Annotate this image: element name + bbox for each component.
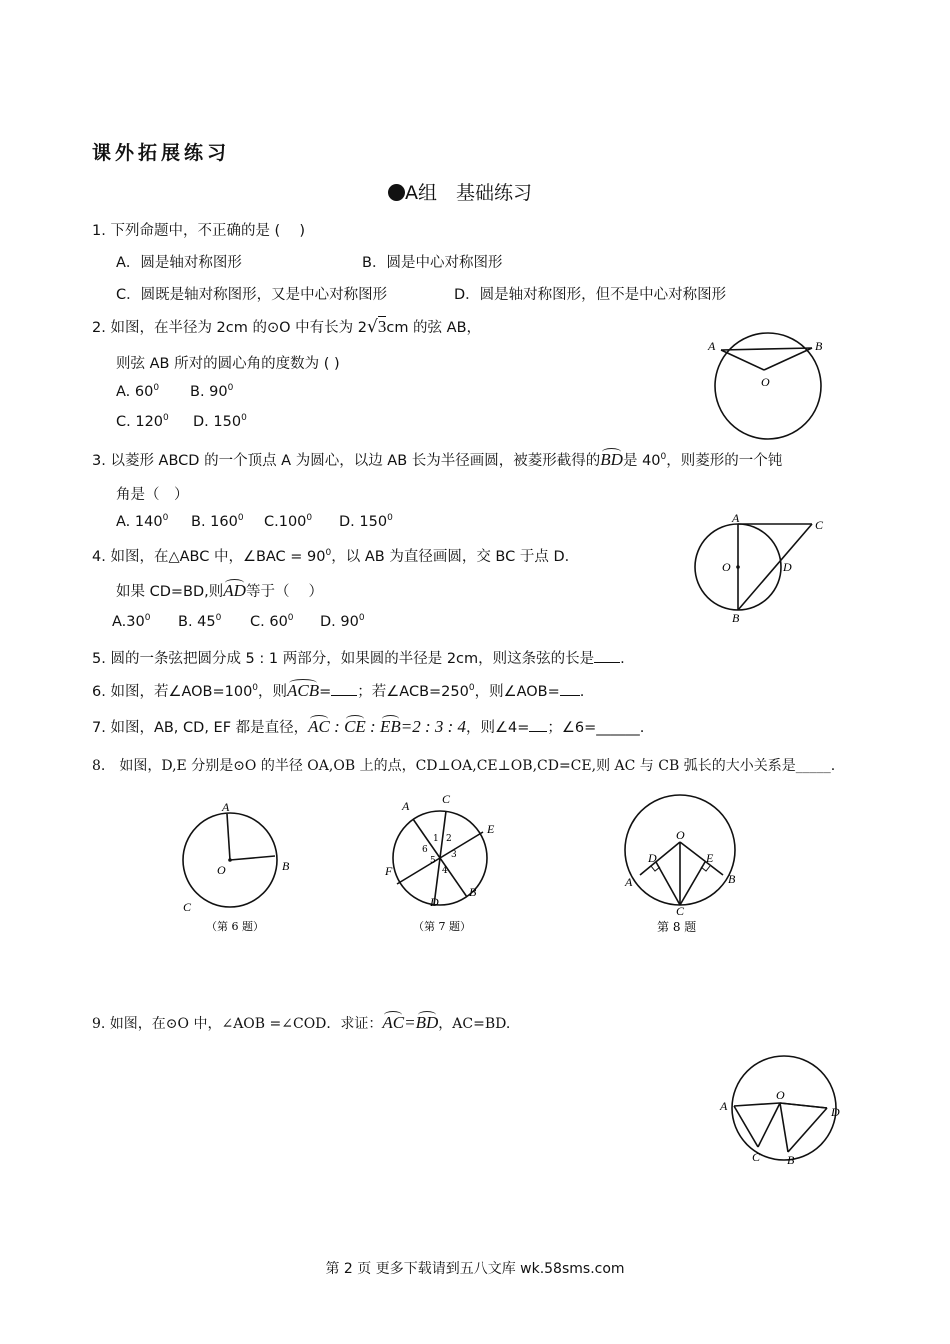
label-b: B bbox=[469, 885, 477, 899]
q3-option-d: D. $150^0$ bbox=[339, 513, 393, 530]
angle-1: 1 bbox=[433, 834, 439, 844]
q7-stem: 7. 如图，AB, CD, EF 都是直径，AC : CE : EB=2 : 3 : 4，则∠4= ；∠6=______. bbox=[92, 717, 645, 736]
label-o: O bbox=[776, 1088, 785, 1102]
q1-option-b: B．圆是中心对称图形 bbox=[362, 255, 503, 271]
q4-option-d: D. $90^0$ bbox=[320, 613, 365, 630]
sqrt-sign: √ bbox=[367, 317, 378, 337]
q5-answer-blank[interactable] bbox=[594, 648, 620, 663]
label-a: A bbox=[625, 875, 633, 889]
q2-stem: 2. 如图，在半径为 2cm 的⊙O 中有长为 2√3cm 的弦 AB， bbox=[92, 317, 482, 337]
angle-4: 4 bbox=[442, 866, 448, 876]
sqrt-radicand: 3 bbox=[377, 317, 387, 336]
label-e: E bbox=[487, 822, 495, 836]
angle-3: 3 bbox=[451, 850, 457, 860]
label-b: B bbox=[282, 859, 290, 873]
arc-ac: AC bbox=[382, 1013, 405, 1032]
q4-option-b: B. $45^0$ bbox=[178, 613, 222, 630]
q9-stem: 9. 如图，在⊙O 中，∠AOB =∠COD．求证：AC=BD，AC=BD. bbox=[92, 1013, 511, 1032]
q4-stem: 4. 如图，在△ABC 中，∠BAC = $90^0$，以 AB 为直径画圆，交 BC 于点 D． bbox=[92, 548, 580, 565]
figure-q9 bbox=[712, 1050, 847, 1170]
q2-option-b: B. $90^0$ bbox=[190, 383, 234, 400]
arc-ac: AC bbox=[308, 717, 330, 736]
label-d: D bbox=[783, 560, 792, 574]
q3-option-c: C.100$^0$ bbox=[264, 513, 313, 530]
q1-option-d: D．圆是轴对称图形，但不是中心对称图形 bbox=[454, 287, 727, 303]
caption: （第 6 题） bbox=[206, 920, 264, 933]
label-d: D bbox=[831, 1105, 840, 1119]
q3-stem-line2: 角是（ ） bbox=[116, 487, 189, 503]
caption: 第 8 题 bbox=[657, 920, 697, 934]
q1-option-a: A．圆是轴对称图形 bbox=[116, 255, 242, 271]
label-c: C bbox=[815, 518, 824, 532]
label-c: C bbox=[752, 1150, 761, 1164]
label-o: O bbox=[217, 863, 226, 877]
bullet-icon bbox=[388, 184, 405, 201]
q4-stem-line2: 如果 CD=BD,则AD等于（ ） bbox=[116, 581, 324, 600]
label-b: B bbox=[732, 611, 740, 625]
arc-bd: BD bbox=[600, 450, 623, 469]
label-f: F bbox=[385, 864, 393, 878]
label-d: D bbox=[648, 851, 657, 865]
q2-option-a: A. $60^0$ bbox=[116, 383, 160, 400]
q3-option-a: A. $140^0$ bbox=[116, 513, 169, 530]
q6-answer-blank-2[interactable] bbox=[560, 681, 580, 696]
q4-figure bbox=[688, 510, 838, 630]
arc-bd: BD bbox=[415, 1013, 439, 1032]
group-title: A组 基础练习 bbox=[405, 182, 532, 204]
angle-5: 5 bbox=[430, 856, 436, 866]
label-a: A bbox=[222, 800, 230, 814]
label-c: C bbox=[183, 900, 192, 914]
label-a: A bbox=[708, 339, 716, 353]
label-b: B bbox=[787, 1153, 795, 1167]
angle-2: 2 bbox=[446, 834, 452, 844]
angle-6: 6 bbox=[422, 845, 428, 855]
q5-stem: 5. 圆的一条弦把圆分成 5 : 1 两部分，如果圆的半径是 2cm，则这条弦的长是 . bbox=[92, 647, 625, 668]
q2-figure bbox=[700, 330, 840, 440]
label-d: D bbox=[430, 895, 439, 909]
label-o: O bbox=[722, 560, 731, 574]
arc-ratio: =2 : 3 : 4 bbox=[400, 717, 467, 736]
q2-option-d: D. $150^0$ bbox=[193, 413, 247, 430]
label-b: B bbox=[728, 872, 736, 886]
q2-option-c: C. $120^0$ bbox=[116, 413, 169, 430]
q1-stem: 1. 下列命题中，不正确的是 ( ) bbox=[92, 223, 305, 239]
label-o: O bbox=[676, 828, 685, 842]
q3-stem: 3. 以菱形 ABCD 的一个顶点 A 为圆心，以边 AB 长为半径画圆，被菱形截得的BD是 $40^0$，则菱形的一个钝 bbox=[92, 450, 783, 469]
caption: （第 7 题） bbox=[413, 920, 471, 933]
q2-stem-line2: 则弦 AB 所对的圆心角的度数为 ( ) bbox=[116, 356, 340, 372]
label-a: A bbox=[720, 1099, 728, 1113]
label-b: B bbox=[815, 339, 823, 353]
q4-option-a: $A.30^0$ bbox=[112, 613, 151, 630]
label-c: C bbox=[676, 904, 685, 918]
label-c: C bbox=[442, 792, 451, 806]
q3-option-b: B. $160^0$ bbox=[191, 513, 244, 530]
arc-eb: EB bbox=[379, 717, 401, 736]
section-title: 课外拓展练习 bbox=[92, 142, 231, 164]
q8-stem: 8. 如图，D,E 分别是⊙O 的半径 OA,OB 上的点，CD⊥OA,CE⊥OB,CD=CE,则 AC 与 CB 弧长的大小关系是_____. bbox=[92, 758, 836, 774]
arc-acb: ACB bbox=[287, 681, 320, 700]
label-e: E bbox=[706, 851, 714, 865]
label-a: A bbox=[402, 799, 410, 813]
figure-q6 bbox=[170, 795, 310, 940]
page-footer: 第 2 页 更多下载请到五八文库 wk.58sms.com bbox=[325, 1261, 625, 1277]
q4-option-c: C. $60^0$ bbox=[250, 613, 294, 630]
arc-ad: AD bbox=[223, 581, 246, 600]
label-a: A bbox=[732, 511, 740, 525]
q6-answer-blank-1[interactable] bbox=[331, 681, 357, 696]
figure-q8 bbox=[615, 790, 755, 940]
label-o: O bbox=[761, 375, 770, 389]
group-heading bbox=[388, 178, 532, 205]
q1-option-c: C．圆既是轴对称图形，又是中心对称图形 bbox=[116, 287, 388, 303]
q6-stem: 6. 如图，若$\angle AOB=100^0$，则ACB= ；若$\angle ACB=250^0$，则∠AOB= . bbox=[92, 681, 585, 700]
q7-answer-blank[interactable] bbox=[529, 717, 547, 732]
figure-q7 bbox=[375, 785, 510, 940]
arc-ce: CE bbox=[344, 717, 366, 736]
